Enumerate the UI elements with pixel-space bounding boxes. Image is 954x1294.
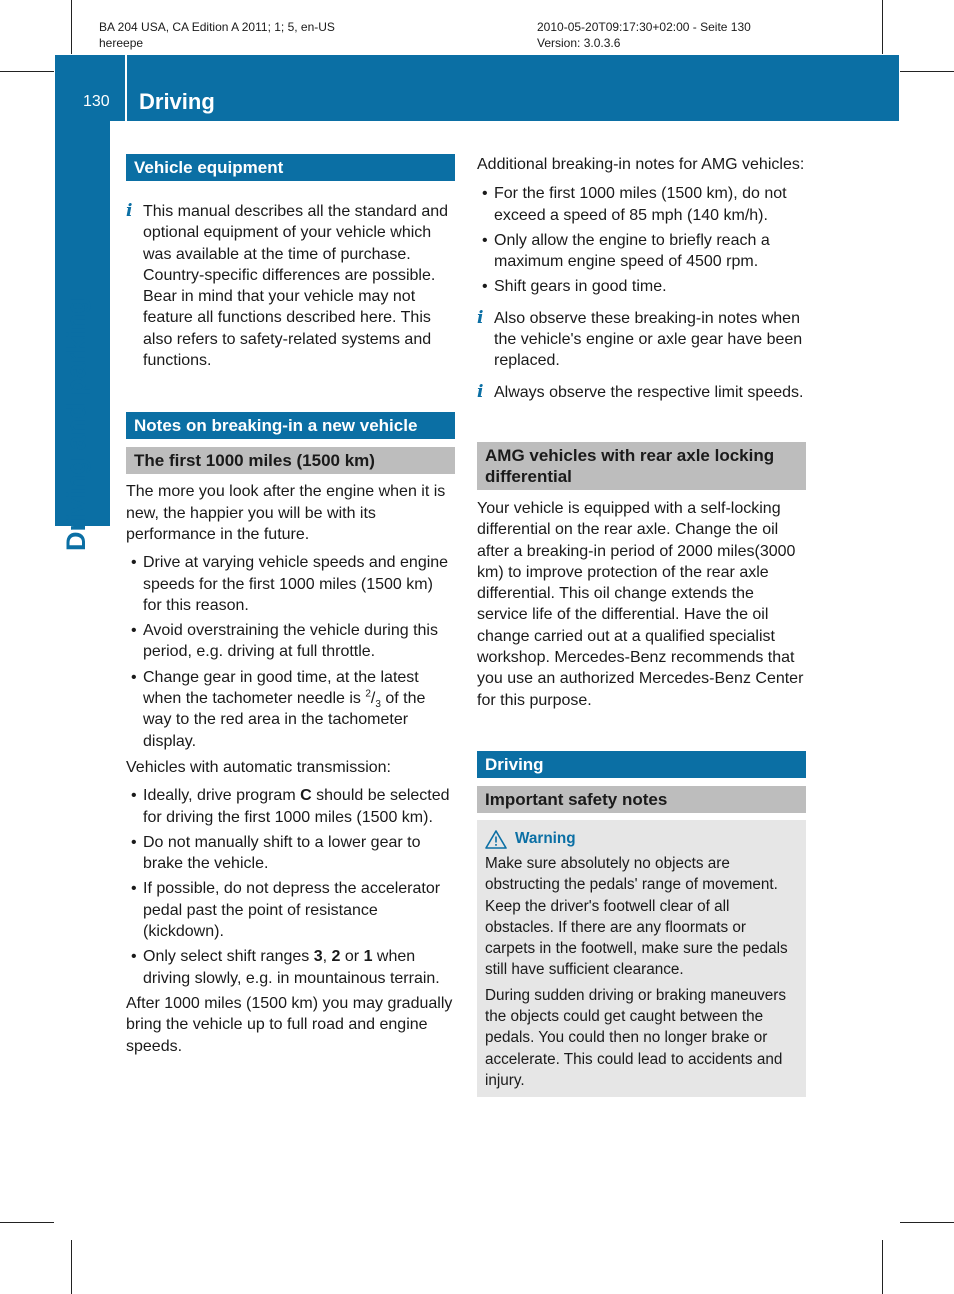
info-text: Also observe these breaking-in notes when the vehicle's engine or axle gear have been replaced. — [494, 309, 803, 370]
page-number: 130 — [83, 93, 110, 110]
right-column — [477, 154, 806, 1097]
meta-edition: BA 204 USA, CA Edition A 2011; 1; 5, en-US — [99, 20, 335, 34]
chapter-side-tab — [55, 121, 110, 551]
section-heading-amg-differential: AMG vehicles with rear axle locking differential — [477, 442, 806, 490]
info-icon: i — [477, 307, 484, 328]
crop-mark — [900, 71, 954, 72]
header-divider — [125, 55, 127, 121]
warning-text: Make sure absolutely no objects are obstructing the pedals' range of movement. Keep the driver's footwell clear of all obstacles. If there are any floormats or carpets in the footwell, make sure the pedals still have sufficient clearance. — [485, 854, 788, 979]
meta-timestamp: 2010-05-20T09:17:30+02:00 - Seite 130 — [537, 20, 751, 34]
crop-mark — [882, 0, 883, 54]
page-header-bar — [55, 55, 899, 121]
crop-mark — [71, 0, 72, 54]
fraction-denominator: 3 — [375, 699, 381, 711]
paragraph-automatic: Vehicles with automatic transmission: — [126, 758, 391, 776]
page-title: Driving — [139, 89, 215, 114]
list-item: • If possible, do not depress the accelerator pedal past the point of resistance (kickdown). — [131, 880, 441, 941]
subheading-first-1000-miles: The first 1000 miles (1500 km) — [126, 447, 455, 474]
list-item: • Drive at varying vehicle speeds and engine speeds for the first 1000 miles (1500 km) for this reason. — [131, 554, 449, 614]
chapter-side-label: Driving and parking — [61, 297, 91, 551]
info-note — [126, 201, 455, 371]
paragraph-amg-intro: Additional breaking-in notes for AMG vehicles: — [477, 156, 805, 173]
crop-mark — [0, 71, 54, 72]
list-item: • Avoid overstraining the vehicle during this period, e.g. driving at full throttle. — [131, 622, 438, 661]
crop-mark — [0, 1222, 54, 1223]
list-item: • Shift gears in good time. — [482, 278, 667, 296]
info-note — [477, 382, 806, 403]
warning-triangle-icon — [485, 830, 507, 849]
automatic-list — [126, 785, 455, 989]
list-item: • For the first 1000 miles (1500 km), do not exceed a speed of 85 mph (140 km/h). — [482, 185, 787, 224]
meta-author: hereepe — [99, 36, 144, 50]
list-item: • Only select shift ranges 3, 2 or 1 when driving slowly, e.g. in mountainous terrain. — [131, 948, 440, 987]
section-heading-breaking-in: Notes on breaking-in a new vehicle — [126, 412, 455, 439]
amg-list — [477, 183, 806, 297]
info-text: This manual describes all the standard and optional equipment of your vehicle which was available at the time of purchase. Country-specific differences are possible. Bear in mind that your vehicle may not feature all functions described here. This also refers to safety-related systems and functions. — [143, 203, 449, 370]
section-heading-vehicle-equipment: Vehicle equipment — [126, 154, 455, 181]
section-heading-driving: Driving — [477, 751, 806, 778]
warning-label: Warning — [515, 830, 576, 848]
info-icon: i — [126, 201, 133, 221]
print-meta-left — [99, 19, 335, 51]
paragraph-after: After 1000 miles (1500 km) you may gradually bring the vehicle up to full road and engine speeds. — [126, 994, 453, 1055]
info-note — [477, 308, 806, 372]
warning-box — [477, 820, 806, 1097]
fraction-numerator: 2 — [365, 688, 371, 700]
warning-text: During sudden driving or braking maneuvers the objects could get caught between the pedals. You could then no longer brake or accelerate. This could lead to accidents and injury. — [485, 986, 787, 1089]
paragraph-amg-differential: Your vehicle is equipped with a self-locking differential on the rear axle. Change the oil after a breaking-in period of 2000 miles(3000 km) to improve protection of the rear axle differential. This oil change extends the service life of the differential. Have the oil change carried out at a qualified specialist workshop. Mercedes-Benz recommends that you use an authorized Mercedes-Benz Center for this purpose. — [477, 499, 804, 709]
warning-header — [485, 830, 798, 849]
meta-version: Version: 3.0.3.6 — [537, 36, 621, 50]
list-item: • Ideally, drive program C should be selected for driving the first 1000 miles (1500 km). — [131, 787, 450, 826]
left-column — [126, 154, 455, 1057]
crop-mark — [882, 1240, 883, 1294]
info-text: Always observe the respective limit speeds. — [494, 383, 804, 401]
print-meta-right — [537, 19, 751, 51]
list-item: • Only allow the engine to briefly reach a maximum engine speed of 4500 rpm. — [482, 231, 770, 271]
breaking-in-list — [126, 552, 455, 752]
subheading-important-safety-notes: Important safety notes — [477, 786, 806, 813]
list-item: • Do not manually shift to a lower gear to brake the vehicle. — [131, 833, 421, 873]
paragraph-intro: The more you look after the engine when it is new, the happier you will be with its performance in the future. — [126, 483, 446, 543]
crop-mark — [900, 1222, 954, 1223]
list-item: • Change gear in good time, at the latest when the tachometer needle is $^2/_3$ of the way to the red area in the tachometer display. — [131, 668, 426, 750]
crop-mark — [71, 1240, 72, 1294]
info-icon: i — [477, 381, 484, 402]
